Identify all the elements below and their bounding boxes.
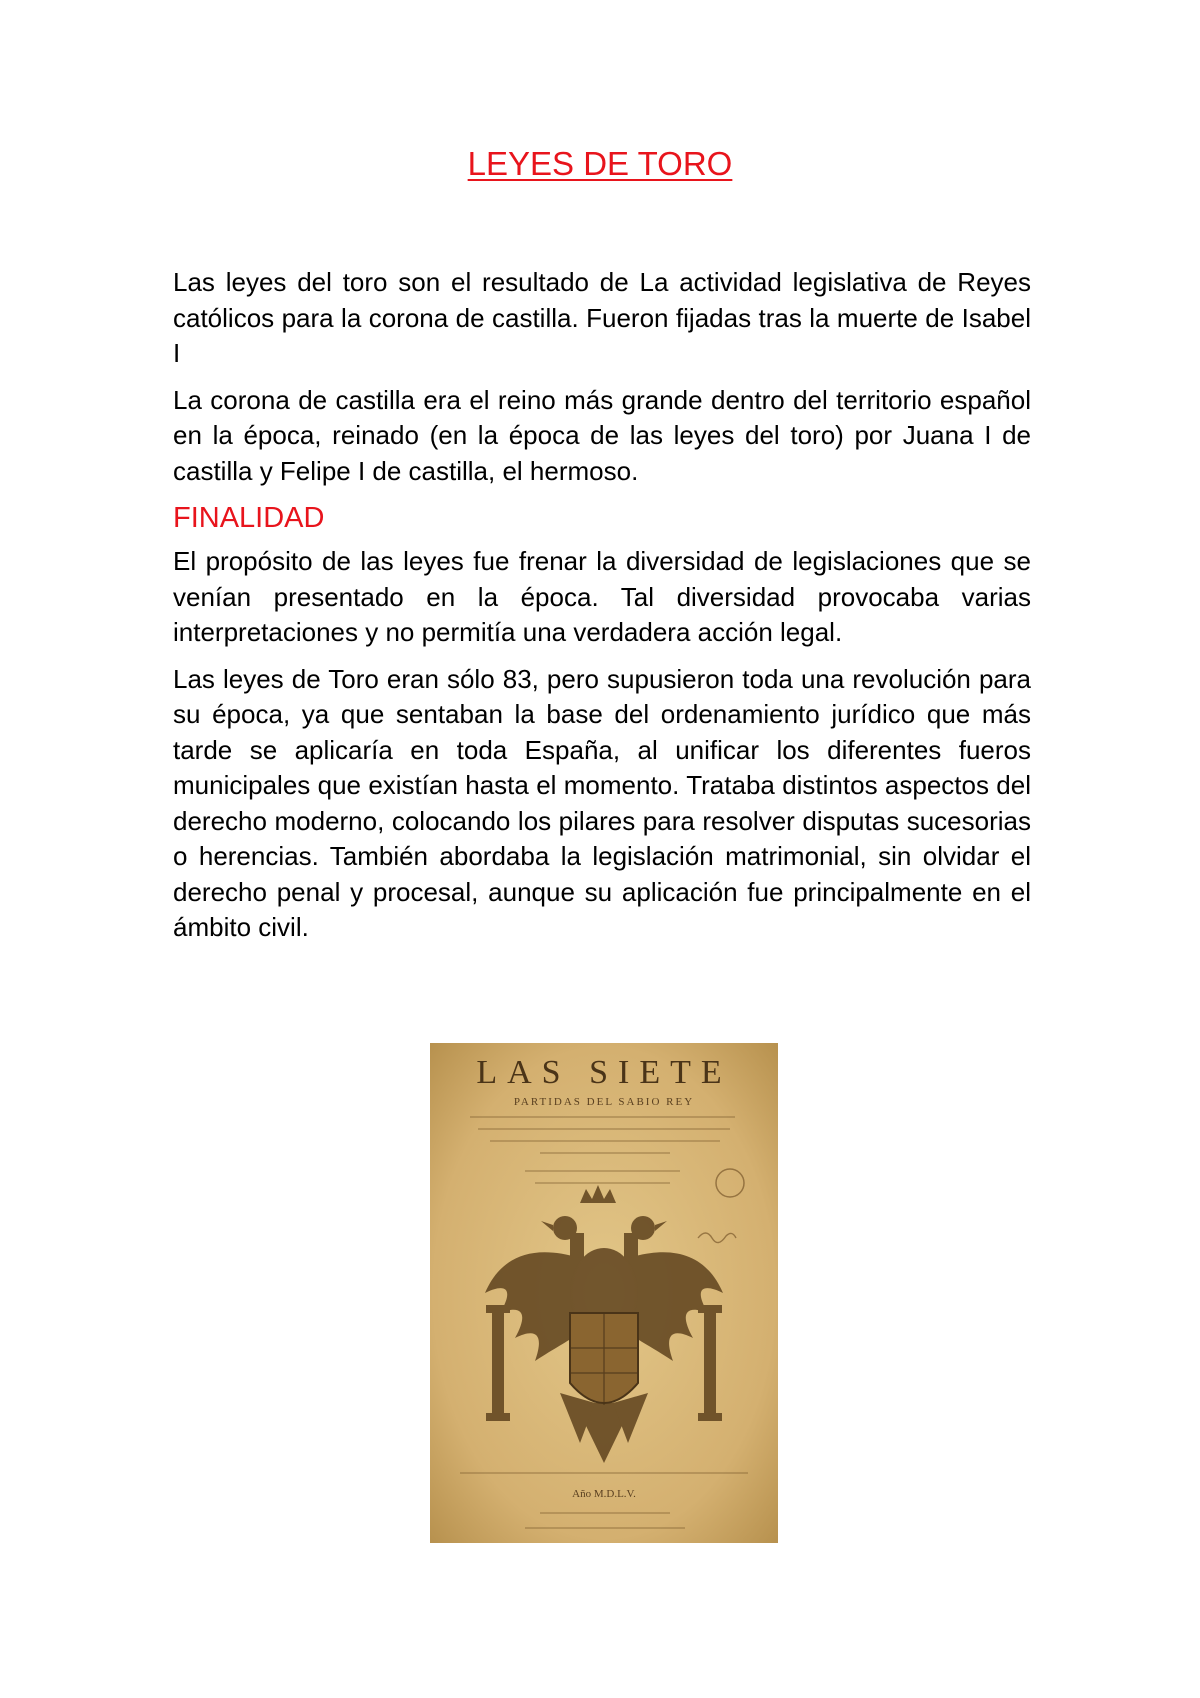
page-title: LEYES DE TORO (467, 145, 733, 182)
cover-header-text: LAS SIETE (476, 1054, 732, 1091)
paragraph-intro-1: Las leyes del toro son el resultado de La actividad legislativa de Reyes católicos para la corona de castilla. Fueron fijadas tras la muerte de Isabel I (173, 267, 1031, 368)
document-body (173, 265, 1031, 957)
cover-year-text: Año M.D.L.V. (572, 1488, 636, 1500)
book-cover-image (430, 1043, 778, 1543)
paragraph-finalidad-1: El propósito de las leyes fue frenar la diversidad de legislaciones que se venían presentado en la época. Tal diversidad provocaba varias interpretaciones y no permitía una verdadera acción legal. (173, 546, 1031, 647)
book-cover-illustration (430, 1043, 778, 1543)
section-heading-finalidad: FINALIDAD (173, 502, 325, 534)
cover-subtitle-text: PARTIDAS DEL SABIO REY (513, 1096, 695, 1108)
paragraph-intro-2: La corona de castilla era el reino más grande dentro del territorio español en la época, reinado (en la época de las leyes del toro) por Juana I de castilla y Felipe I de castilla, el hermoso. (173, 384, 1031, 486)
paragraph-finalidad-2: Las leyes de Toro eran sólo 83, pero supusieron toda una revolución para su época, ya que sentaban la base del ordenamiento jurídico que más tarde se aplicaría en toda España, al unificar los diferentes fueros municipales que existían hasta el momento. Trataba distintos aspectos del derecho moderno, colocando los pilares para resolver disputas sucesorias o herencias. También abordaba la legislación matrimonial, sin olvidar el derecho penal y procesal, aunque su aplicación fue principalmente en el ámbito civil. (173, 663, 1031, 942)
